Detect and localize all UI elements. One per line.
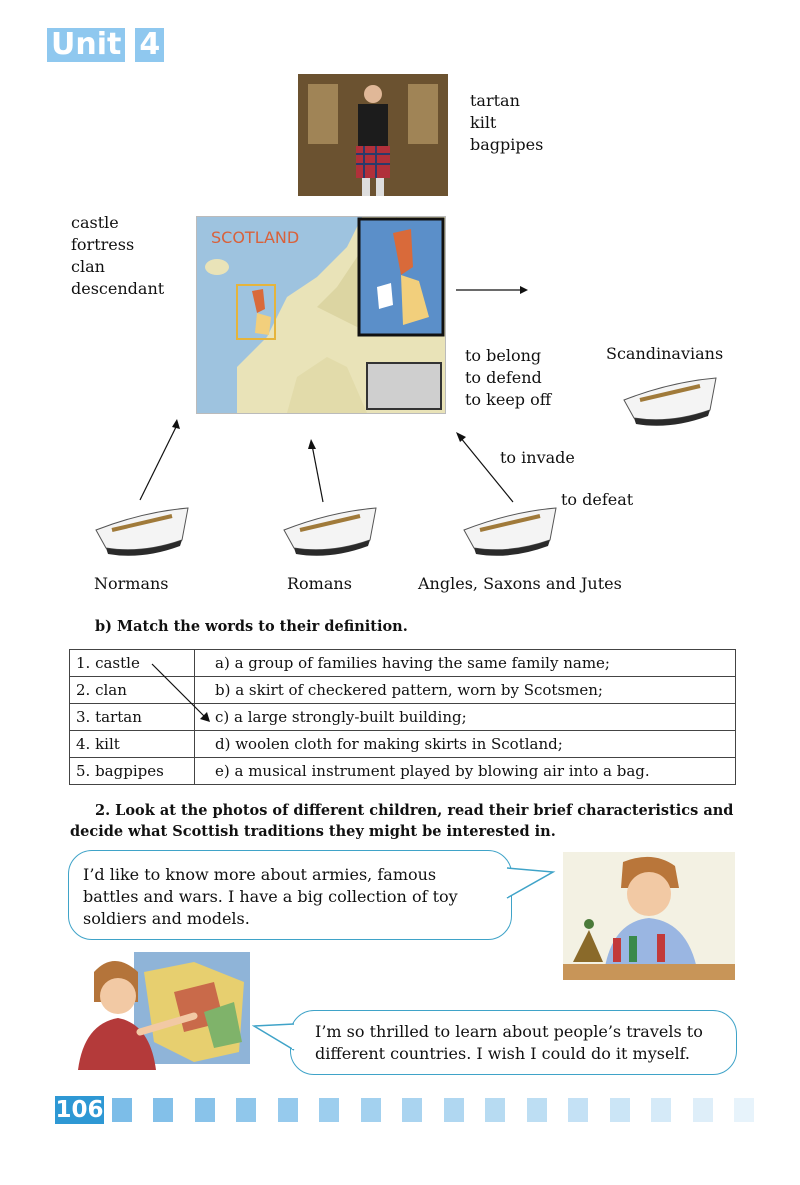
match-definition: b) a skirt of checkered pattern, worn by Scotsmen; xyxy=(195,677,736,704)
footer-square xyxy=(195,1098,215,1122)
speech-bubble-armies xyxy=(68,850,512,940)
task2-line1: 2. Look at the photos of different children, read their brief characteristics and xyxy=(95,802,734,819)
bubble1-line3: soldiers and models. xyxy=(83,909,250,928)
boat-romans-icon xyxy=(280,502,380,562)
verb-list xyxy=(465,345,551,411)
verb-to-belong: to belong xyxy=(465,346,542,365)
footer-square xyxy=(527,1098,547,1122)
page-number: 106 xyxy=(55,1097,104,1123)
match-definition: a) a group of families having the same family name; xyxy=(195,650,736,677)
footer-square xyxy=(112,1098,132,1122)
match-word: 3. tartan xyxy=(70,704,195,731)
unit-number: 4 xyxy=(135,28,164,62)
label-angles-saxons-jutes: Angles, Saxons and Jutes xyxy=(418,574,622,593)
footer-square xyxy=(734,1098,754,1122)
word-bagpipes: bagpipes xyxy=(470,135,544,154)
boat-normans-icon xyxy=(92,502,192,562)
bubble2-line1: I’m so thrilled to learn about people’s travels to xyxy=(315,1022,703,1041)
match-definition: d) woolen cloth for making skirts in Scotland; xyxy=(195,731,736,758)
word-descendant: descendant xyxy=(71,279,165,298)
table-row xyxy=(70,731,736,758)
footer-square xyxy=(236,1098,256,1122)
boat-angles-icon xyxy=(460,502,560,562)
arrow-right xyxy=(450,280,530,300)
kilt-photo xyxy=(298,74,448,196)
verb-to-defend: to defend xyxy=(465,368,542,387)
bubble2-line2: different countries. I wish I could do it myself. xyxy=(315,1044,690,1063)
label-romans: Romans xyxy=(287,574,352,593)
footer-square xyxy=(444,1098,464,1122)
footer-square xyxy=(651,1098,671,1122)
footer-square xyxy=(361,1098,381,1122)
footer-square xyxy=(153,1098,173,1122)
footer-square xyxy=(693,1098,713,1122)
speech-bubble-travels xyxy=(290,1010,737,1075)
match-word: 5. bagpipes xyxy=(70,758,195,785)
scotland-word-list xyxy=(470,90,543,156)
footer-square xyxy=(610,1098,630,1122)
label-to-defeat: to defeat xyxy=(561,490,634,509)
invasion-arrows xyxy=(130,415,550,510)
footer-square xyxy=(278,1098,298,1122)
label-to-invade: to invade xyxy=(500,448,575,467)
footer-square xyxy=(319,1098,339,1122)
match-word: 2. clan xyxy=(70,677,195,704)
unit-word: Unit xyxy=(47,28,125,62)
verb-to-keep-off: to keep off xyxy=(465,390,552,409)
unit-title xyxy=(47,28,164,62)
bubble2-tail xyxy=(252,1014,296,1054)
word-castle: castle xyxy=(71,213,119,232)
example-match-arrow xyxy=(148,660,218,730)
girl-map-image xyxy=(74,952,250,1070)
map-label-scotland: SCOTLAND xyxy=(211,228,300,247)
task2-line2: decide what Scottish traditions they might be interested in. xyxy=(70,823,556,840)
label-scandinavians: Scandinavians xyxy=(606,344,724,363)
footer-square xyxy=(485,1098,505,1122)
word-clan: clan xyxy=(71,257,105,276)
task-b-instruction: b) Match the words to their definition. xyxy=(95,618,408,635)
history-word-list xyxy=(71,212,164,300)
bubble1-line2: battles and wars. I have a big collection of toy xyxy=(83,887,458,906)
boat-scandinavians-icon xyxy=(620,372,720,432)
match-word: 4. kilt xyxy=(70,731,195,758)
bubble1-line1: I’d like to know more about armies, famous xyxy=(83,865,437,884)
footer-square xyxy=(402,1098,422,1122)
europe-map xyxy=(196,216,446,414)
word-fortress: fortress xyxy=(71,235,135,254)
table-row xyxy=(70,758,736,785)
boy-soldiers-image xyxy=(563,852,735,980)
label-normans: Normans xyxy=(94,574,169,593)
word-tartan: tartan xyxy=(470,91,520,110)
word-kilt: kilt xyxy=(470,113,497,132)
footer-square xyxy=(568,1098,588,1122)
match-definition: c) a large strongly-built building; xyxy=(195,704,736,731)
bubble1-tail xyxy=(505,866,557,906)
match-definition: e) a musical instrument played by blowing air into a bag. xyxy=(195,758,736,785)
match-word: 1. castle xyxy=(70,650,195,677)
